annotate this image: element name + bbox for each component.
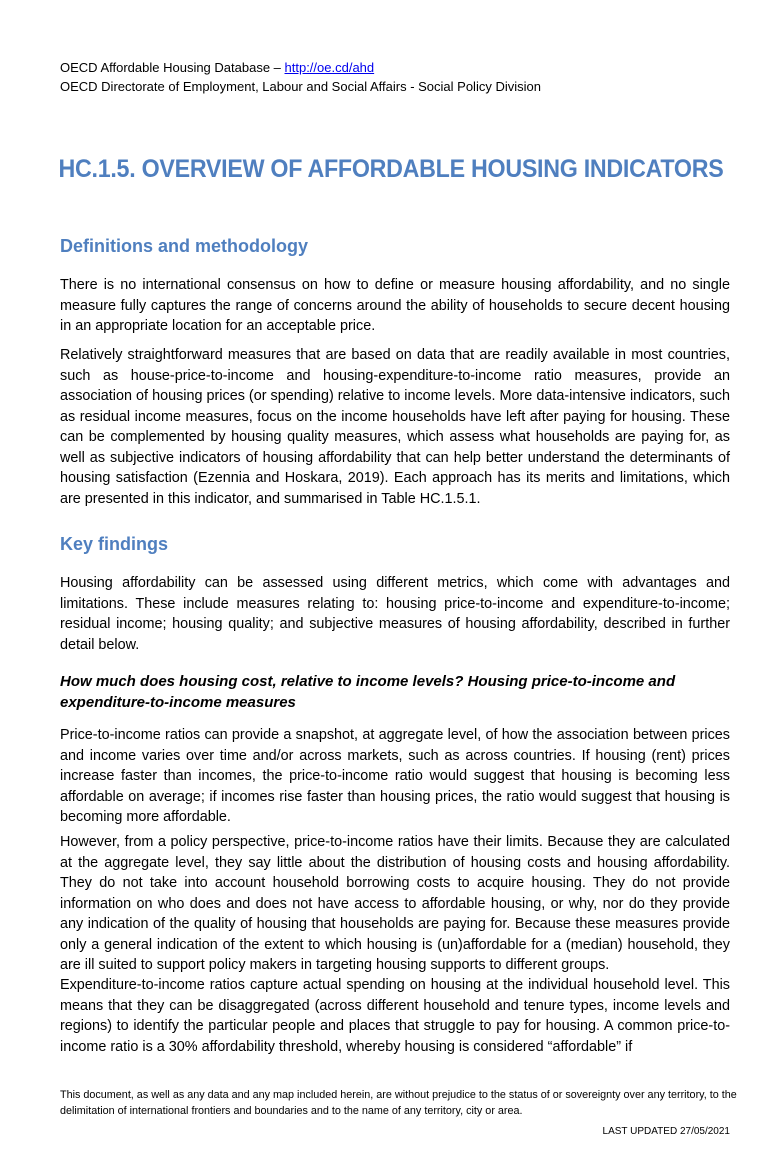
database-link[interactable]: http://oe.cd/ahd [284,60,375,75]
header-line-1 [60,58,541,77]
key-findings-heading: Key findings [60,534,169,554]
definitions-paragraph-1: There is no international consensus on how to define or measure housing affordability, and no single measure fully captures the range of concerns around the ability of households to secure decent housing in an appropriate location for an acceptable price. [60,277,730,334]
disclaimer-footnote: This document, as well as any data and any map included herein, are without prejudice to the status of or sovereignty over any territory, to the delimitation of international frontiers and boundaries and to the name of any territory, city or area. [60,1089,737,1117]
header-database-name: OECD Affordable Housing Database – [60,60,285,75]
last-updated-date: LAST UPDATED 27/05/2021 [602,1126,730,1137]
key-findings-paragraph-3: However, from a policy perspective, price-to-income ratios have their limits. Because they are calculated at the aggregate level, they say little about the distribution of housing costs and housing affordability. They do not take into account household borrowing costs to acquire housing. They do not provide information on who does and does not have access to affordable housing, or why, nor do they provide any indication of the quality of housing that households are paying for. Because these measures provide only a general indication of the extent to which housing is (un)affordable for a (median) household, they are ill suited to support policy makers in targeting housing supports to different groups. [60,834,730,973]
page-title: HC.1.5. OVERVIEW OF AFFORDABLE HOUSING INDICATORS [58,155,724,183]
definitions-heading: Definitions and methodology [60,236,308,256]
definitions-paragraph-2: Relatively straightforward measures that are based on data that are readily available in most countries, such as house-price-to-income and housing-expenditure-to-income ratio measures, provide an association of housing prices (or spending) relative to income levels. More data-intensive indicators, such as residual income measures, focus on the income households have left after paying for housing. These can be complemented by housing quality measures, which assess what households are paying for, as well as subjective indicators of housing affordability that can help better understand the determinants of housing satisfaction (Ezennia and Hoskara, 2019). Each approach has its merits and limitations, which are presented in this indicator, and summarised in Table HC.1.5.1. [60,347,730,507]
key-findings-paragraph-4: Expenditure-to-income ratios capture actual spending on housing at the individual household level. This means that they can be disaggregated (across different household and tenure types, income levels and regions) to identify the particular people and places that struggle to pay for housing. A common price-to-income ratio is a 30% affordability threshold, whereby housing is considered “affordable” if [60,977,730,1055]
key-findings-paragraph-2: Price-to-income ratios can provide a snapshot, at aggregate level, of how the association between prices and income varies over time and/or across markets, such as across countries. If housing (rent) prices increase faster than incomes, the price-to-income ratio would suggest that housing is becoming less affordable on average; if incomes rise faster than housing prices, the ratio would suggest that housing is becoming more affordable. [60,727,730,825]
key-findings-paragraph-1: Housing affordability can be assessed using different metrics, which come with advantages and limitations. These include measures relating to: housing price-to-income and expenditure-to-income; residual income; housing quality; and subjective measures of housing affordability, described in further detail below. [60,575,730,653]
subsection-heading: How much does housing cost, relative to income levels? Housing price-to-income and expenditure-to-income measures [60,673,676,711]
document-header [60,58,541,96]
header-line-2: OECD Directorate of Employment, Labour and Social Affairs - Social Policy Division [60,79,541,94]
